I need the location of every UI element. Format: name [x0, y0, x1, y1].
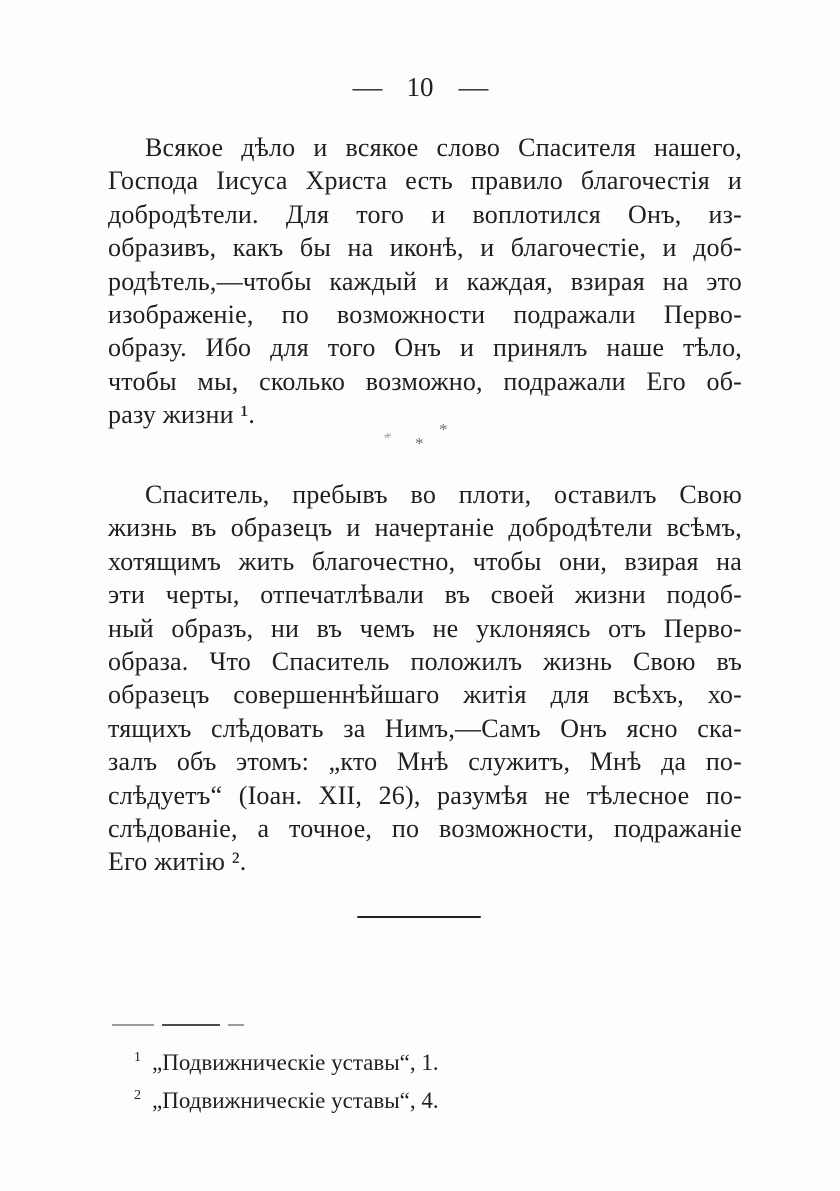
text-line: родѣтель,—чтобы каждый и каждая, взирая на это	[108, 266, 742, 296]
page-header	[0, 72, 840, 103]
text-line: образу. Ибо для того Онъ и принялъ наше тѣло,	[108, 333, 742, 363]
footnote	[134, 1041, 694, 1079]
text-line: залъ объ этомъ: „кто Мнѣ служитъ, Мнѣ да по-	[108, 747, 742, 777]
text-line: ный образъ, ни въ чемъ не уклоняясь отъ Перво-	[108, 613, 742, 643]
asterisk-mark: *	[382, 429, 395, 447]
text-line: хотящимъ жить благочестно, чтобы они, взирая на	[108, 546, 742, 576]
text-line: эти черты, отпечатлѣвали въ своей жизни подоб-	[108, 580, 742, 610]
asterisk-mark: *	[415, 434, 424, 453]
section-divider	[357, 916, 481, 918]
footnote	[134, 1079, 694, 1117]
text-line: Всякое дѣло и всякое слово Спасителя нашего,	[145, 133, 742, 162]
text-line: добродѣтели. Для того и воплотился Онъ, из-	[108, 199, 742, 229]
header-dash-left: —	[352, 72, 382, 102]
text-line: Его житію ².	[108, 847, 247, 877]
text-line: Спаситель, пребывъ во плоти, оставилъ Свою	[145, 480, 742, 509]
paragraph-1	[108, 131, 742, 432]
page-number: 10	[406, 72, 434, 102]
text-line: слѣдуетъ“ (Іоан. XII, 26), разумѣя не тѣлесное по-	[108, 780, 742, 810]
text-line: Господа Іисуса Христа есть правило благочестія и	[108, 166, 742, 196]
text-line: образивъ, какъ бы на иконѣ, и благочестіе, и доб-	[108, 233, 742, 263]
footnote-text: „Подвижническіе уставы“, 1.	[152, 1050, 439, 1075]
text-line: жизнь въ образецъ и начертаніе добродѣтели всѣмъ,	[108, 513, 742, 543]
paragraph-2	[108, 478, 742, 879]
footnotes-block	[134, 1041, 694, 1117]
text-line: слѣдованіе, а точное, по возможности, подражаніе	[108, 814, 742, 844]
text-line: образецъ совершеннѣйшаго житія для всѣхъ, хо-	[108, 680, 742, 710]
text-line: изображеніе, по возможности подражали Перво-	[108, 300, 742, 330]
footnote-separator-segment	[162, 1024, 220, 1026]
asterism-separator	[384, 420, 468, 454]
text-line: тящихъ слѣдовать за Нимъ,—Самъ Онъ ясно ска-	[108, 713, 742, 743]
footnote-text: „Подвижническіе уставы“, 4.	[152, 1088, 439, 1113]
footnote-marker: 2	[134, 1088, 141, 1103]
footnote-separator-segment	[228, 1024, 244, 1026]
footnote-separator	[112, 1024, 244, 1026]
asterisk-mark: *	[439, 420, 448, 439]
text-line: чтобы мы, сколько возможно, подражали Его об-	[108, 366, 742, 396]
text-line: разу жизни ¹.	[108, 400, 256, 430]
footnote-separator-segment	[112, 1024, 154, 1026]
header-dash-right: —	[458, 72, 488, 102]
text-line: образа. Что Спаситель положилъ жизнь Свою въ	[108, 647, 742, 677]
footnote-marker: 1	[134, 1050, 141, 1065]
